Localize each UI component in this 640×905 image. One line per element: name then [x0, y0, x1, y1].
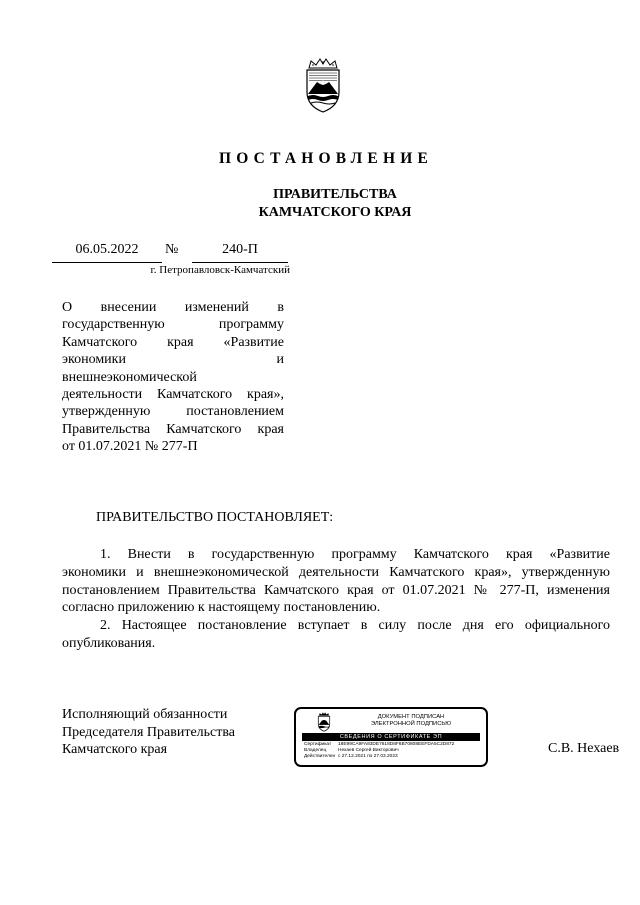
- stamp-owner-row: [304, 748, 482, 754]
- document-subject: [62, 299, 284, 456]
- date-underline: [52, 262, 162, 263]
- body-line: согласно приложению к настоящему постановлению.: [62, 600, 381, 616]
- document-date: 06.05.2022: [75, 242, 139, 257]
- stamp-cert-label: Сертификат: [304, 742, 332, 747]
- issuer-block: [0, 186, 640, 222]
- stamp-owner-label: Владелец: [304, 748, 327, 753]
- stamp-valid-label: Действителен: [304, 754, 336, 759]
- number-underline: [192, 262, 288, 263]
- signer-title-line-2: Председателя Правительства: [62, 724, 236, 740]
- number-sign: №: [165, 242, 179, 257]
- subject-line: О внесении изменений в: [62, 300, 284, 315]
- stamp-owner-value: Нехаев Сергей Викторович: [338, 748, 399, 753]
- stamp-heading: [336, 714, 486, 727]
- subject-line: Правительства Камчатского края: [62, 421, 284, 437]
- stamp-cert-bar: СВЕДЕНИЯ О СЕРТИФИКАТЕ ЭП: [302, 733, 480, 741]
- stamp-heading-line-2: ЭЛЕКТРОННОЙ ПОДПИСЬЮ: [370, 720, 452, 727]
- document-number: 240-П: [222, 242, 258, 257]
- e-signature-stamp: [294, 707, 488, 767]
- subject-line: Камчатского края «Развитие: [62, 334, 284, 350]
- subject-line: утвержденную постановлением: [62, 404, 284, 420]
- resolution-body: [62, 546, 610, 653]
- body-line: 2. Настоящее постановление вступает в силу после дня его официального: [100, 618, 610, 634]
- stamp-cert-value: 18E99CA9FA83DE7618D8F6B70808EEFDA5C2D872: [338, 742, 455, 747]
- body-line: постановлением Правительства Камчатского края от 01.07.2021 № 277-П, изменения: [62, 582, 610, 598]
- coat-of-arms-icon: [301, 58, 345, 114]
- paragraph-2: [62, 617, 610, 653]
- resolution-heading: ПРАВИТЕЛЬСТВО ПОСТАНОВЛЯЕТ:: [96, 510, 334, 525]
- signer-name: С.В. Нехаев: [548, 741, 620, 756]
- signer-title-line-1: Исполняющий обязанности: [62, 707, 228, 722]
- body-line: 1. Внести в государственную программу Камчатского края «Развитие: [100, 547, 610, 562]
- subject-line: государственную программу: [62, 317, 284, 333]
- issuer-line-2: КАМЧАТСКОГО КРАЯ: [258, 205, 412, 220]
- subject-line: внешнеэкономической: [62, 369, 197, 385]
- stamp-heading-line-1: ДОКУМЕНТ ПОДПИСАН: [377, 714, 445, 720]
- signer-title-line-3: Камчатского края: [62, 742, 168, 758]
- signer-title: [62, 706, 292, 759]
- subject-line: деятельности Камчатского края»,: [62, 387, 284, 403]
- stamp-valid-row: [304, 754, 482, 760]
- stamp-valid-value: с 27.12.2021 по 27.03.2023: [338, 754, 398, 759]
- city: г. Петропавловск-Камчатский: [150, 264, 290, 276]
- issuer-line-1: ПРАВИТЕЛЬСТВА: [273, 187, 397, 202]
- subject-line: экономики и: [62, 352, 284, 368]
- stamp-cert-row: [304, 742, 482, 748]
- subject-line: от 01.07.2021 № 277-П: [62, 439, 198, 455]
- document-type-title: ПОСТАНОВЛЕНИЕ: [218, 150, 434, 167]
- body-line: опубликования.: [62, 635, 156, 651]
- body-line: экономики и внешнеэкономической деятельности Камчатского края», утвержденную: [62, 564, 610, 580]
- paragraph-1: [62, 546, 610, 617]
- stamp-coat-of-arms-icon: [316, 712, 332, 732]
